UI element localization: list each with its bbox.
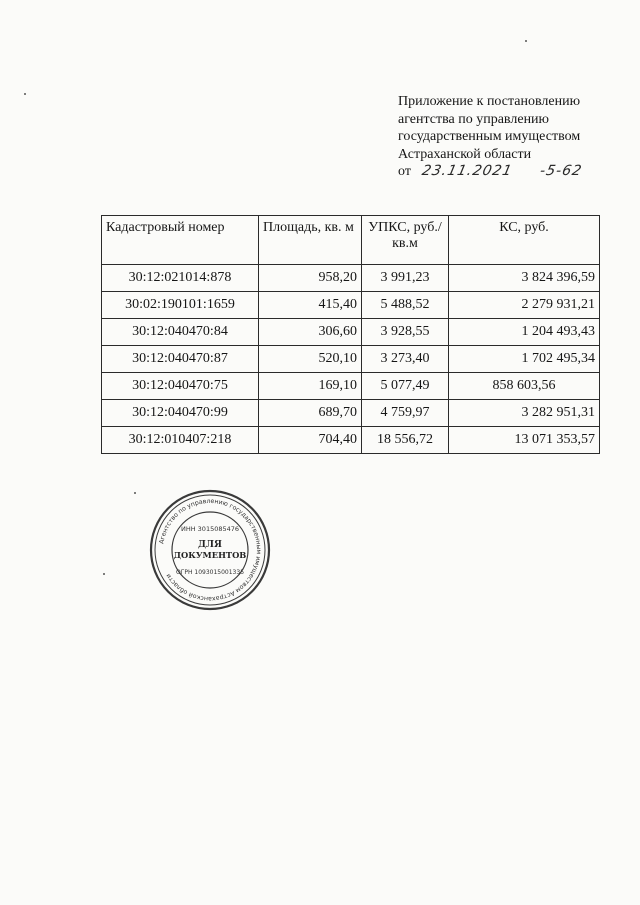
- date-line: [398, 163, 633, 181]
- table-row: [102, 427, 600, 454]
- scan-speck: [134, 492, 136, 494]
- header-line-1: Приложение к постановлению: [398, 94, 581, 109]
- stamp-inn: ИНН 3015085476: [180, 525, 240, 533]
- stamp-ring-text: Агентство по управлению государственным имуществом Астраханской области: [158, 497, 263, 603]
- table-row: [102, 319, 600, 346]
- cell-cadastral-number: 30:12:040470:75: [102, 373, 259, 400]
- header-line-3: государственным имуществом: [398, 129, 581, 144]
- cell-cadastral-number: 30:12:040470:84: [102, 319, 259, 346]
- table-row: [102, 265, 600, 292]
- cell-ks: 3 824 396,59: [449, 265, 600, 292]
- table-row: [102, 400, 600, 427]
- cell-upks: 4 759,97: [362, 400, 449, 427]
- table-row: [102, 292, 600, 319]
- cell-ks: 13 071 353,57: [449, 427, 600, 454]
- scan-speck: [525, 40, 527, 42]
- column-header-upks: УПКС, руб./кв.м: [362, 216, 449, 265]
- cell-cadastral-number: 30:12:040470:99: [102, 400, 259, 427]
- cadastre-table: [101, 215, 600, 454]
- cell-ks: 3 282 951,31: [449, 400, 600, 427]
- stamp-center-line-2: ДОКУМЕНТОВ: [173, 550, 247, 560]
- scan-speck: [24, 93, 26, 95]
- cell-upks: 3 928,55: [362, 319, 449, 346]
- cell-area: 689,70: [259, 400, 362, 427]
- cell-area: 169,10: [259, 373, 362, 400]
- cell-area: 306,60: [259, 319, 362, 346]
- official-stamp: [148, 488, 272, 612]
- column-header-cadastral-number: Кадастровый номер: [102, 216, 259, 265]
- scan-speck: [103, 573, 105, 575]
- header-line-4: Астраханской области: [398, 146, 532, 162]
- table-header-row: [102, 216, 600, 265]
- handwritten-number: -5-62: [538, 163, 584, 179]
- cell-ks: 858 603,56: [449, 373, 600, 400]
- cell-area: 415,40: [259, 292, 362, 319]
- stamp-ogrn: ОГРН 1093015001335: [175, 569, 245, 576]
- cell-ks: 2 279 931,21: [449, 292, 600, 319]
- cell-upks: 18 556,72: [362, 427, 449, 454]
- column-header-ks: КС, руб.: [449, 216, 600, 265]
- cell-cadastral-number: 30:12:040470:87: [102, 346, 259, 373]
- cell-upks: 3 273,40: [362, 346, 449, 373]
- cell-ks: 1 702 495,34: [449, 346, 600, 373]
- cell-area: 704,40: [259, 427, 362, 454]
- cell-area: 958,20: [259, 265, 362, 292]
- handwritten-date: 23.11.2021: [420, 163, 515, 179]
- cell-cadastral-number: 30:12:010407:218: [102, 427, 259, 454]
- date-prefix: от: [398, 164, 411, 179]
- cell-upks: 3 991,23: [362, 265, 449, 292]
- table-row: [102, 373, 600, 400]
- cell-cadastral-number: 30:12:021014:878: [102, 265, 259, 292]
- table-row: [102, 346, 600, 373]
- stamp-center-line-1: ДЛЯ: [198, 540, 222, 550]
- document-header: [398, 93, 633, 181]
- cell-area: 520,10: [259, 346, 362, 373]
- cell-cadastral-number: 30:02:190101:1659: [102, 292, 259, 319]
- cell-ks: 1 204 493,43: [449, 319, 600, 346]
- header-line-2: агентства по управлению: [398, 111, 550, 127]
- cell-upks: 5 077,49: [362, 373, 449, 400]
- cell-upks: 5 488,52: [362, 292, 449, 319]
- column-header-area: Площадь, кв. м: [259, 216, 362, 265]
